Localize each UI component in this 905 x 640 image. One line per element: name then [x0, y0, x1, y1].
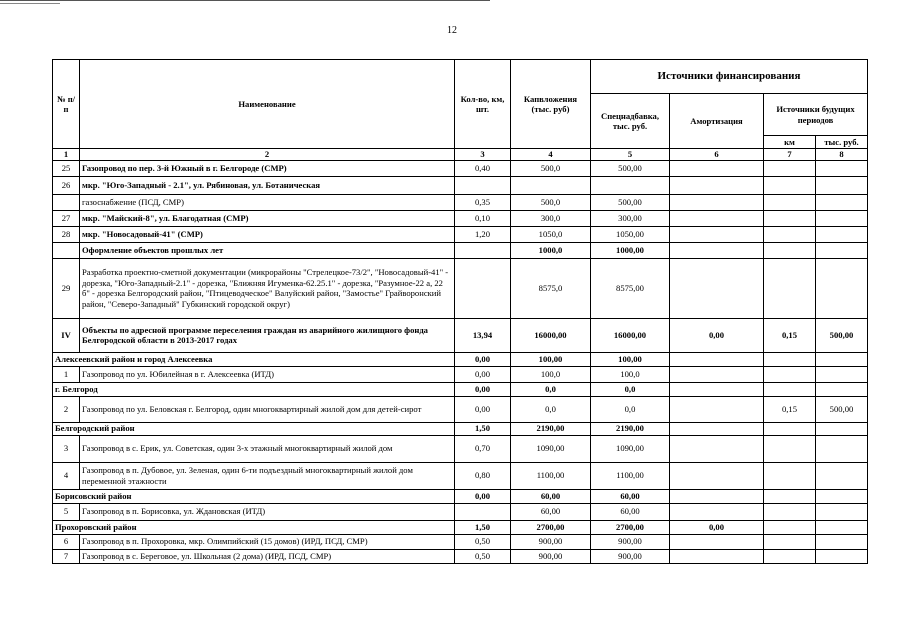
header-row-1 — [53, 60, 868, 94]
cell-amort — [670, 258, 764, 318]
cell-special: 500,00 — [591, 160, 670, 176]
cell-amort — [670, 382, 764, 396]
row-number: 5 — [53, 503, 80, 520]
cell-km — [764, 503, 816, 520]
row-name: Газопровод в п. Борисовка, ул. Ждановская (ИТД) — [80, 503, 455, 520]
header-special: Спецнадбавка, тыс. руб. — [591, 94, 670, 149]
table-row — [53, 462, 868, 489]
cell-qty: 0,80 — [455, 462, 511, 489]
cell-invest: 100,00 — [511, 352, 591, 366]
table-row — [53, 258, 868, 318]
row-number: 25 — [53, 160, 80, 176]
cell-invest: 0,0 — [511, 396, 591, 422]
column-number-row — [53, 149, 868, 161]
cell-qty — [455, 258, 511, 318]
cell-km: 0,15 — [764, 318, 816, 352]
cell-qty — [455, 176, 511, 194]
table-row — [53, 534, 868, 549]
cell-qty: 0,00 — [455, 366, 511, 382]
cell-special: 500,00 — [591, 194, 670, 210]
cell-amort — [670, 176, 764, 194]
cell-invest: 0,0 — [511, 382, 591, 396]
cell-rub — [816, 176, 868, 194]
table-row — [53, 435, 868, 462]
scan-top-rule-short — [0, 3, 60, 4]
cell-invest: 60,00 — [511, 489, 591, 503]
cell-amort — [670, 242, 764, 258]
cell-rub — [816, 520, 868, 534]
cell-km — [764, 366, 816, 382]
row-number: 3 — [53, 435, 80, 462]
row-number: 28 — [53, 226, 80, 242]
cell-km — [764, 534, 816, 549]
cell-amort — [670, 422, 764, 435]
page-number: 12 — [447, 25, 457, 36]
header-future: Источники будущих периодов — [764, 94, 868, 136]
cell-rub: 500,00 — [816, 318, 868, 352]
col-number: 6 — [670, 149, 764, 161]
cell-km — [764, 549, 816, 563]
cell-invest: 1000,0 — [511, 242, 591, 258]
cell-amort — [670, 462, 764, 489]
table-row — [53, 194, 868, 210]
cell-special: 100,0 — [591, 366, 670, 382]
header-name: Наименование — [80, 60, 455, 149]
table-row — [53, 226, 868, 242]
cell-rub — [816, 503, 868, 520]
table-row — [53, 242, 868, 258]
cell-rub — [816, 352, 868, 366]
cell-invest: 2700,00 — [511, 520, 591, 534]
row-number: 27 — [53, 210, 80, 226]
cell-qty: 1,50 — [455, 422, 511, 435]
row-name: Газопровод в с. Ерик, ул. Советская, один 3-х этажный многоквартирный жилой дом — [80, 435, 455, 462]
row-name: Разработка проектно-сметной документации (микрорайоны "Стрелецкое-73/2", "Новосадовый-41" - дорезка, "Юго-Западный-2.1" - дорезка, "Ближняя Игуменка-62.25.1" - дорезка, "Разумное-22 а, 22 б" - дорезка Белгородский район, "Птицеводческое" Валуйский район, "Замостье" Грайворонский район, "Северо-Западный" Губкинский городской округ) — [80, 258, 455, 318]
cell-qty: 0,00 — [455, 396, 511, 422]
cell-amort — [670, 534, 764, 549]
cell-invest: 900,00 — [511, 534, 591, 549]
col-number: 1 — [53, 149, 80, 161]
cell-amort — [670, 210, 764, 226]
cell-invest: 100,0 — [511, 366, 591, 382]
cell-km — [764, 258, 816, 318]
cell-rub — [816, 194, 868, 210]
header-sources: Источники финансирования — [591, 60, 868, 94]
cell-special: 1090,00 — [591, 435, 670, 462]
row-number: 4 — [53, 462, 80, 489]
table-row — [53, 382, 868, 396]
row-name: газоснабжение (ПСД, СМР) — [80, 194, 455, 210]
cell-amort — [670, 160, 764, 176]
table-row — [53, 352, 868, 366]
cell-rub — [816, 366, 868, 382]
row-number — [53, 194, 80, 210]
header-invest: Капвложения (тыс. руб) — [511, 60, 591, 149]
cell-rub — [816, 534, 868, 549]
row-name: Газопровод в п. Дубовое, ул. Зеленая, один 6-ти подъездный многоквартирный жилой дом переменной этажности — [80, 462, 455, 489]
header-km: км — [764, 136, 816, 149]
cell-qty: 0,35 — [455, 194, 511, 210]
table-row — [53, 503, 868, 520]
cell-amort — [670, 503, 764, 520]
cell-amort — [670, 366, 764, 382]
cell-km — [764, 242, 816, 258]
cell-special: 1000,00 — [591, 242, 670, 258]
cell-rub — [816, 160, 868, 176]
table-row — [53, 160, 868, 176]
row-number: 6 — [53, 534, 80, 549]
cell-amort — [670, 549, 764, 563]
cell-amort: 0,00 — [670, 520, 764, 534]
cell-invest: 1050,0 — [511, 226, 591, 242]
row-number: 1 — [53, 366, 80, 382]
cell-qty: 1,50 — [455, 520, 511, 534]
cell-qty — [455, 503, 511, 520]
col-number: 2 — [80, 149, 455, 161]
cell-qty: 0,00 — [455, 352, 511, 366]
row-name: г. Белгород — [53, 382, 455, 396]
cell-special: 60,00 — [591, 503, 670, 520]
cell-invest: 900,00 — [511, 549, 591, 563]
cell-km — [764, 160, 816, 176]
cell-amort — [670, 489, 764, 503]
row-name: Объекты по адресной программе переселения граждан из аварийного жилищного фонда Белгородской области в 2013-2017 годах — [80, 318, 455, 352]
header-num: № п/п — [53, 60, 80, 149]
cell-special: 8575,00 — [591, 258, 670, 318]
cell-special: 60,00 — [591, 489, 670, 503]
cell-special: 1050,00 — [591, 226, 670, 242]
cell-qty: 13,94 — [455, 318, 511, 352]
row-name: Газопровод в п. Прохоровка, мкр. Олимпийский (15 домов) (ИРД, ПСД, СМР) — [80, 534, 455, 549]
table-body — [53, 60, 868, 564]
cell-special: 900,00 — [591, 549, 670, 563]
cell-qty: 0,40 — [455, 160, 511, 176]
cell-invest: 8575,0 — [511, 258, 591, 318]
cell-rub — [816, 549, 868, 563]
cell-qty: 0,00 — [455, 489, 511, 503]
row-number: IV — [53, 318, 80, 352]
cell-special: 2700,00 — [591, 520, 670, 534]
cell-rub — [816, 422, 868, 435]
cell-invest: 300,0 — [511, 210, 591, 226]
row-number: 29 — [53, 258, 80, 318]
cell-invest: 16000,00 — [511, 318, 591, 352]
cell-invest: 1100,00 — [511, 462, 591, 489]
cell-special: 0,0 — [591, 396, 670, 422]
header-amort: Амортизация — [670, 94, 764, 149]
cell-qty — [455, 242, 511, 258]
table-row — [53, 549, 868, 563]
cell-qty: 0,50 — [455, 549, 511, 563]
row-name: Газопровод по пер. 3-й Южный в г. Белгороде (СМР) — [80, 160, 455, 176]
row-name: Алексеевский район и город Алексеевка — [53, 352, 455, 366]
row-number: 2 — [53, 396, 80, 422]
cell-rub: 500,00 — [816, 396, 868, 422]
row-name: мкр. "Новосадовый-41" (СМР) — [80, 226, 455, 242]
row-name: мкр. "Юго-Западный - 2.1", ул. Рябиновая, ул. Ботаническая — [80, 176, 455, 194]
cell-amort — [670, 396, 764, 422]
row-name: Газопровод в с. Береговое, ул. Школьная (2 дома) (ИРД, ПСД, СМР) — [80, 549, 455, 563]
cell-amort — [670, 226, 764, 242]
cell-rub — [816, 210, 868, 226]
cell-special: 16000,00 — [591, 318, 670, 352]
cell-km — [764, 352, 816, 366]
cell-amort: 0,00 — [670, 318, 764, 352]
row-number: 7 — [53, 549, 80, 563]
table-row — [53, 422, 868, 435]
cell-special: 1100,00 — [591, 462, 670, 489]
col-number: 3 — [455, 149, 511, 161]
row-name: Оформление объектов прошлых лет — [80, 242, 455, 258]
financing-table — [52, 59, 868, 564]
cell-invest: 500,0 — [511, 160, 591, 176]
cell-km — [764, 176, 816, 194]
cell-rub — [816, 226, 868, 242]
cell-km — [764, 226, 816, 242]
table-row — [53, 318, 868, 352]
cell-invest: 60,00 — [511, 503, 591, 520]
col-number: 4 — [511, 149, 591, 161]
col-number: 5 — [591, 149, 670, 161]
cell-qty: 0,70 — [455, 435, 511, 462]
cell-qty: 0,50 — [455, 534, 511, 549]
cell-special: 300,00 — [591, 210, 670, 226]
row-number — [53, 242, 80, 258]
row-name: Прохоровский район — [53, 520, 455, 534]
table-row — [53, 366, 868, 382]
cell-qty: 0,10 — [455, 210, 511, 226]
row-name: Газопровод по ул. Юбилейная в г. Алексеевка (ИТД) — [80, 366, 455, 382]
cell-qty: 0,00 — [455, 382, 511, 396]
cell-rub — [816, 258, 868, 318]
cell-km — [764, 435, 816, 462]
cell-rub — [816, 462, 868, 489]
table-row — [53, 210, 868, 226]
cell-km: 0,15 — [764, 396, 816, 422]
col-number: 7 — [764, 149, 816, 161]
table-row — [53, 176, 868, 194]
cell-km — [764, 520, 816, 534]
col-number: 8 — [816, 149, 868, 161]
row-number: 26 — [53, 176, 80, 194]
row-name: Газопровод по ул. Беловская г. Белгород, один многоквартирный жилой дом для детей-сирот — [80, 396, 455, 422]
cell-rub — [816, 435, 868, 462]
header-qty: Кол-во, км, шт. — [455, 60, 511, 149]
cell-special — [591, 176, 670, 194]
cell-invest — [511, 176, 591, 194]
table-row — [53, 396, 868, 422]
cell-rub — [816, 382, 868, 396]
cell-amort — [670, 194, 764, 210]
scan-top-rule — [0, 0, 490, 1]
cell-amort — [670, 352, 764, 366]
cell-km — [764, 422, 816, 435]
cell-invest: 2190,00 — [511, 422, 591, 435]
table-row — [53, 520, 868, 534]
cell-km — [764, 382, 816, 396]
row-name: Белгородский район — [53, 422, 455, 435]
table-row — [53, 489, 868, 503]
cell-rub — [816, 489, 868, 503]
cell-invest: 1090,00 — [511, 435, 591, 462]
cell-special: 2190,00 — [591, 422, 670, 435]
cell-invest: 500,0 — [511, 194, 591, 210]
cell-km — [764, 489, 816, 503]
cell-special: 100,00 — [591, 352, 670, 366]
cell-km — [764, 194, 816, 210]
cell-qty: 1,20 — [455, 226, 511, 242]
header-rub: тыс. руб. — [816, 136, 868, 149]
cell-rub — [816, 242, 868, 258]
cell-km — [764, 210, 816, 226]
cell-special: 0,0 — [591, 382, 670, 396]
row-name: мкр. "Майский-8", ул. Благодатная (СМР) — [80, 210, 455, 226]
cell-amort — [670, 435, 764, 462]
cell-km — [764, 462, 816, 489]
cell-special: 900,00 — [591, 534, 670, 549]
row-name: Борисовский район — [53, 489, 455, 503]
